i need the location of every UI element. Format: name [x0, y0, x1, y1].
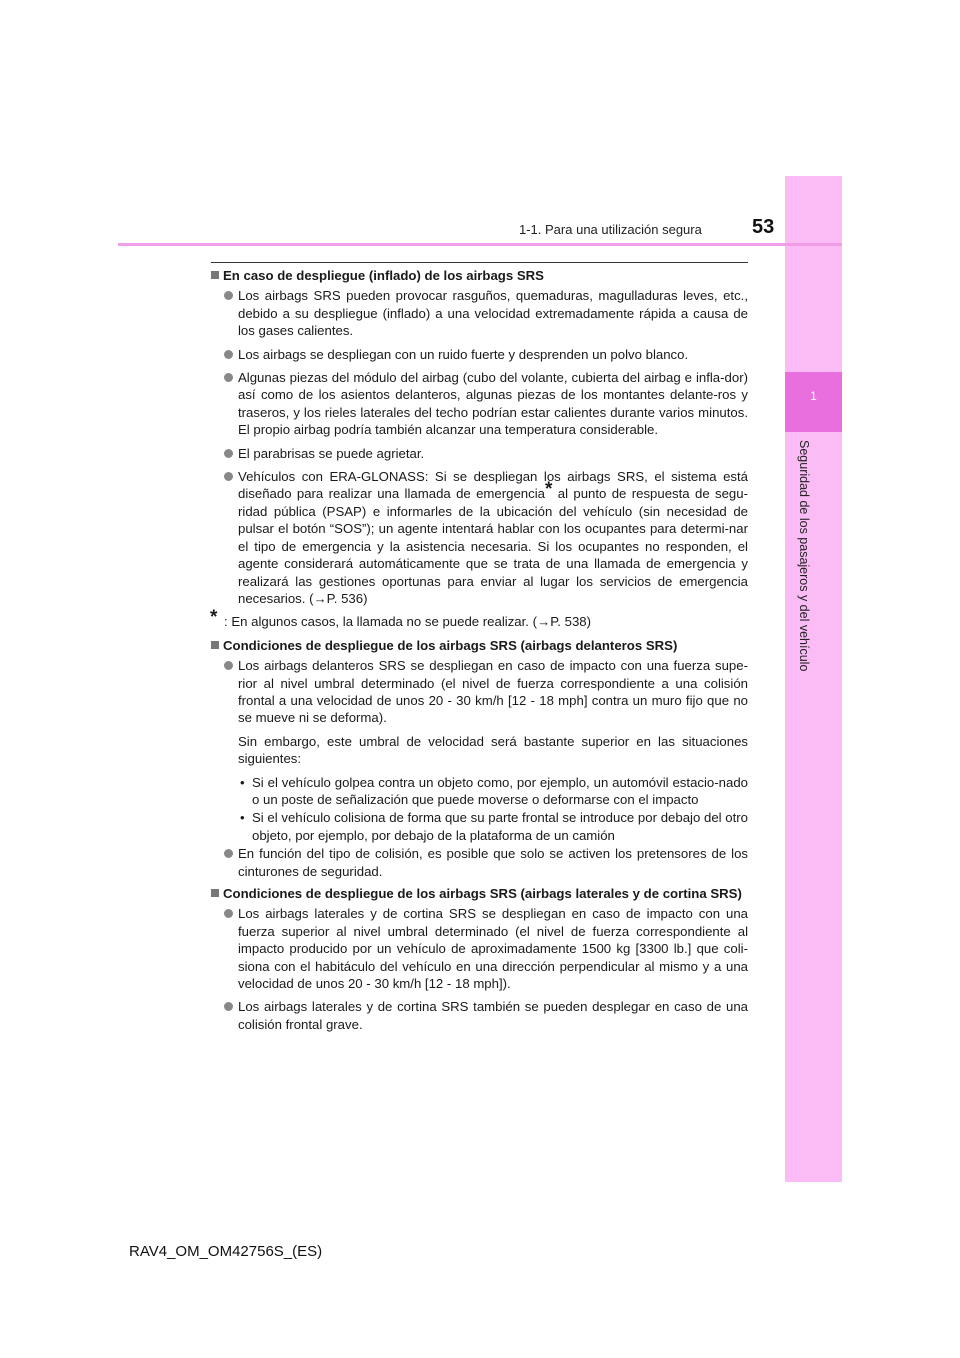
circle-bullet-icon — [224, 1002, 233, 1011]
section-title: 1-1. Para una utilización segura — [519, 222, 702, 237]
list-item: Los airbags delanteros SRS se despliegan en caso de impacto con una fuerza supe-rior al nivel umbral determinado (el nivel de fuerza correspondiente a una colisión frontal a una velocidad de unos 20 - 30 km/h [12 - 18 mph] contra un muro fijo que no se mueve ni se deforma). — [210, 657, 748, 727]
page-content — [210, 267, 748, 1039]
circle-bullet-icon — [224, 909, 233, 918]
square-bullet-icon — [211, 889, 219, 897]
circle-bullet-icon — [224, 661, 233, 670]
list-item: Vehículos con ERA-GLONASS: Si se despliegan los airbags SRS, el sistema está diseñado para realizar una llamada de emergencia* al punto de respuesta de segu-ridad pública (PSAP) e informarles de la ubicación del vehículo (sin necesidad de pulsar el botón “SOS”); un agente intentará hablar con los ocupantes para determi-nar el tipo de emergencia y la asistencia necesaria. Si los ocupantes no responden, el agente considerará automáticamente que se trata de una llamada de emergencia y realizará las gestiones oportunas para enviar al lugar los servicios de emergencia necesarios. (→P. 536) — [210, 468, 748, 607]
circle-bullet-icon — [224, 350, 233, 359]
chapter-number: 1 — [810, 389, 817, 403]
sub-list-item: • Si el vehículo colisiona de forma que su parte frontal se introduce por debajo del otro objeto, por ejemplo, por debajo de la plataforma de un camión — [240, 810, 748, 843]
circle-bullet-icon — [224, 449, 233, 458]
list-item: Los airbags laterales y de cortina SRS también se pueden desplegar en caso de una colisión frontal grave. — [210, 998, 748, 1033]
paragraph: Sin embargo, este umbral de velocidad será bastante superior en las situaciones siguientes: — [238, 733, 748, 767]
section-heading: Condiciones de despliegue de los airbags SRS (airbags delanteros SRS) — [210, 637, 748, 654]
circle-bullet-icon — [224, 373, 233, 382]
content-divider — [211, 262, 748, 263]
list-item: Los airbags SRS pueden provocar rasguños, quemaduras, magulladuras leves, etc., debido a su despliegue (inflado) a una velocidad extremadamente rápida a causa de los gases calientes. — [210, 287, 748, 339]
circle-bullet-icon — [224, 291, 233, 300]
sub-list-item: • Si el vehículo golpea contra un objeto como, por ejemplo, un automóvil estacio-nado o un poste de señalización que puede moverse o deformarse con el impacto — [240, 774, 748, 807]
footnote-asterisk: * — [210, 607, 218, 629]
header-rule — [118, 243, 842, 246]
section-heading: En caso de despliegue (inflado) de los airbags SRS — [210, 267, 748, 284]
list-item: Los airbags laterales y de cortina SRS se despliegan en caso de impacto con una fuerza superior al nivel umbral determinado (el nivel de fuerza correspondiente al impacto producido por un vehículo de aproximadamente 1500 kg [3300 lb.] que coli-siona con el habitáculo del vehículo en una dirección perpendicular al mismo y a una velocidad de unos 20 - 30 km/h [12 - 18 mph]). — [210, 905, 748, 992]
page-number: 53 — [752, 216, 775, 238]
section-heading: Condiciones de despliegue de los airbags SRS (airbags laterales y de cortina SRS) — [210, 885, 748, 902]
list-item: El parabrisas se puede agrietar. — [210, 445, 748, 462]
chapter-title: Seguridad de los pasajeros y del vehículo — [797, 440, 811, 672]
square-bullet-icon — [211, 641, 219, 649]
circle-bullet-icon — [224, 472, 233, 481]
dot-marker: • — [240, 774, 245, 790]
footnote: * : En algunos casos, la llamada no se puede realizar. (→P. 538) — [210, 607, 592, 630]
list-item: Los airbags se despliegan con un ruido fuerte y desprenden un polvo blanco. — [210, 346, 748, 363]
list-item: Algunas piezas del módulo del airbag (cubo del volante, cubierta del airbag e infla-dor) así como de los asientos delanteros, algunas piezas de los montantes delante-ros y traseros, y los rieles laterales del techo podrían estar calientes durante varios minutos. El propio airbag podría también alcanzar una temperatura considerable. — [210, 369, 748, 439]
dot-marker: • — [240, 810, 245, 826]
document-id: RAV4_OM_OM42756S_(ES) — [129, 1243, 323, 1260]
list-item: En función del tipo de colisión, es posible que solo se activen los pretensores de los cinturones de seguridad. — [210, 845, 748, 880]
footnote-marker: * — [545, 479, 553, 501]
circle-bullet-icon — [224, 849, 233, 858]
square-bullet-icon — [211, 271, 219, 279]
